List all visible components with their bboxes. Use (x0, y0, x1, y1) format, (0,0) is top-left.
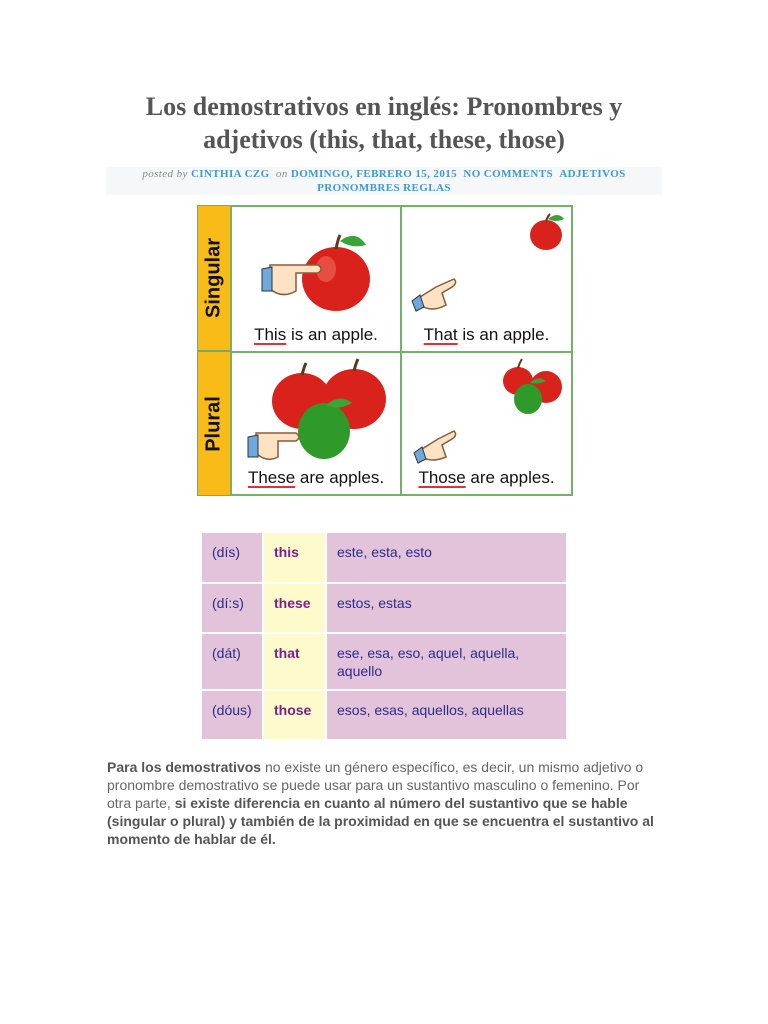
translation-cell: estos, estas (326, 583, 567, 633)
explanation-paragraph (107, 758, 663, 848)
hand-pointing-near-apple-icon (232, 207, 402, 317)
posted-by-label: posted by (142, 168, 188, 180)
post-meta (106, 167, 662, 195)
pronunciation-cell: (dí:s) (201, 583, 263, 633)
hand-pointing-far-apple-icon (402, 207, 572, 317)
row-label-singular (197, 205, 231, 351)
translation-cell: esos, esas, aquellos, aquellas (326, 690, 567, 740)
tag-link-reglas[interactable]: REGLAS (403, 182, 451, 194)
cell-these (230, 351, 402, 496)
caption-those: Those are apples. (418, 468, 555, 487)
table-row (201, 583, 567, 633)
caption-that: That is an apple. (423, 325, 550, 344)
caption-these: These are apples. (247, 468, 385, 487)
cell-that (400, 205, 573, 353)
row-label-plural-text: Plural (202, 395, 225, 452)
tag-link-adjetivos[interactable]: ADJETIVOS (559, 168, 626, 180)
word-cell: these (263, 583, 326, 633)
paragraph-normal: no existe un género específico, es decir, un mismo adjetivo o pronombre demostrativo se puede usar para un sustantivo masculino o femenino. Por otra parte, (107, 759, 644, 811)
word-cell: those (263, 690, 326, 740)
word-cell: that (263, 633, 326, 690)
demonstratives-table (200, 531, 568, 741)
hand-pointing-far-apples-icon (402, 353, 572, 465)
translation-cell: ese, esa, eso, aquel, aquella, aquello (326, 633, 567, 690)
row-label-singular-text: Singular (202, 237, 225, 319)
paragraph-bold-end: si existe diferencia en cuanto al número del sustantivo que se hable (singular o plural) y también de la proximidad en que se encuentra el sustantivo al momento de hablar de él. (107, 795, 654, 847)
caption-this: This is an apple. (254, 325, 378, 344)
translation-cell: este, esta, esto (326, 532, 567, 583)
table-row (201, 690, 567, 740)
post-title: Los demostrativos en inglés: Pronombres y adjetivos (this, that, these, those) (145, 92, 623, 154)
table-row (201, 532, 567, 583)
pronunciation-cell: (dát) (201, 633, 263, 690)
pronunciation-cell: (dóus) (201, 690, 263, 740)
pronunciation-cell: (dís) (201, 532, 263, 583)
table-row (201, 633, 567, 690)
author-link[interactable]: CINTHIA CZG (190, 168, 270, 180)
paragraph-bold-start: Para los demostrativos (107, 759, 262, 775)
comments-link[interactable]: NO COMMENTS (463, 168, 554, 180)
date-link[interactable]: DOMINGO, FEBRERO 15, 2015 (290, 168, 458, 180)
hand-pointing-near-apples-icon (232, 353, 402, 465)
cell-this (230, 205, 402, 353)
on-label: on (275, 168, 288, 180)
cell-those (400, 351, 573, 496)
demonstratives-illustration (197, 205, 573, 496)
word-cell: this (263, 532, 326, 583)
tag-link-pronombres[interactable]: PRONOMBRES (317, 182, 401, 194)
row-label-plural (197, 351, 231, 496)
